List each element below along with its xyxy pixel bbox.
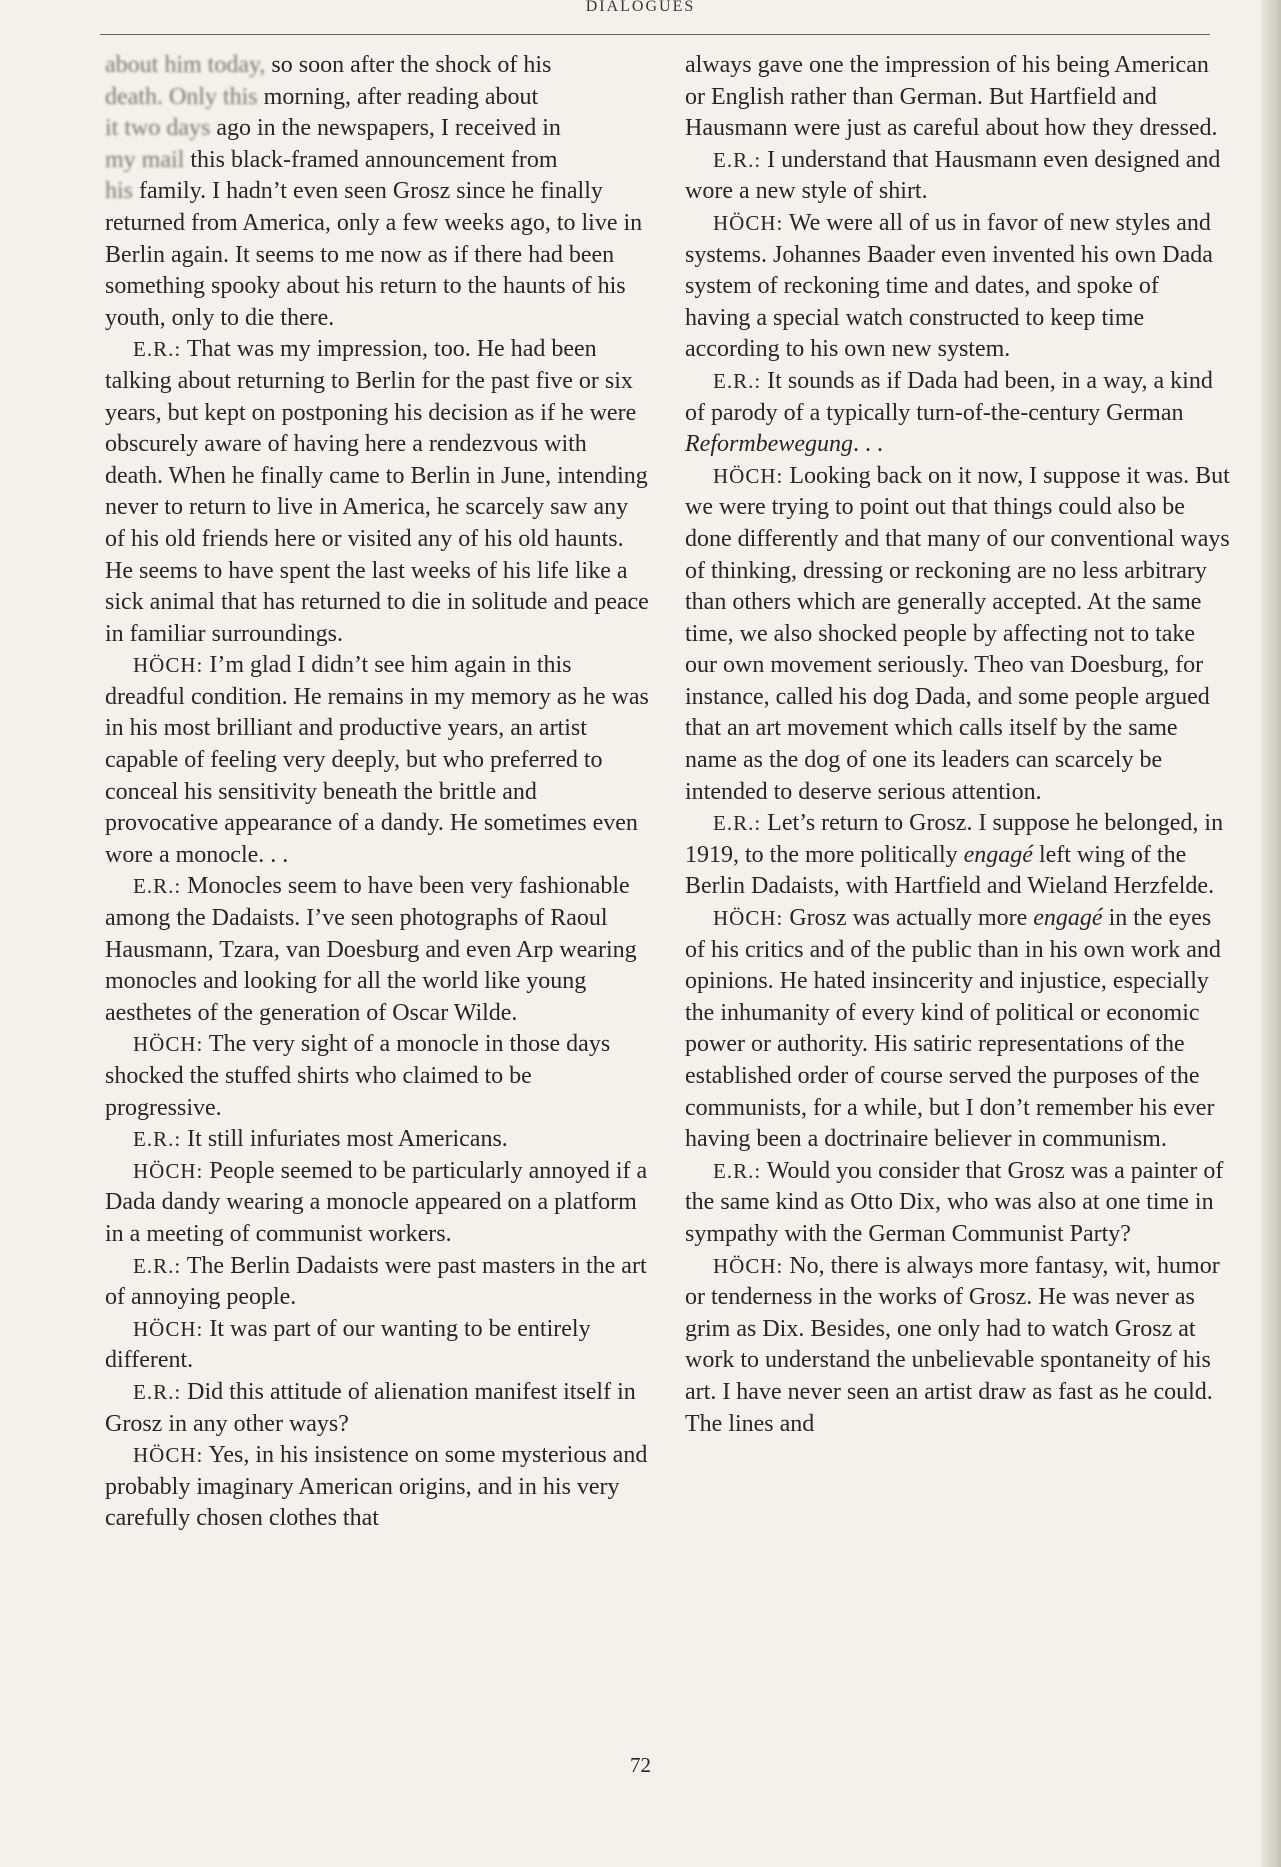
speaker-label: E.R.: (713, 1158, 762, 1183)
paragraph-text: People seemed to be particularly annoyed if a Dada dandy wearing a monocle appeared on a platform in a meeting of communist workers. (105, 1157, 648, 1247)
speaker-label: E.R.: (133, 874, 182, 899)
dialogue-paragraph (685, 1156, 1230, 1251)
header-rule (100, 34, 1210, 35)
dialogue-paragraph (105, 1314, 650, 1377)
dialogue-paragraph (105, 334, 650, 650)
dialogue-paragraph (685, 1251, 1230, 1441)
blurred-text: about him today, (105, 52, 266, 78)
dialogue-paragraph (685, 208, 1230, 366)
speaker-label: HÖCH: (133, 653, 204, 678)
paragraph-text: always gave one the impression of his being American or English rather than German. But Hartfield and Hausmann were just as careful about how they dressed. (685, 52, 1218, 142)
paragraph-text: It was part of our wanting to be entirely different. (105, 1315, 591, 1374)
paragraph-text: Grosz was actually more (789, 905, 1034, 932)
paragraph-text: The very sight of a monocle in those days shocked the stuffed shirts who claimed to be progressive. (105, 1031, 611, 1121)
speaker-label: E.R.: (133, 1379, 182, 1404)
dialogue-paragraph (105, 1029, 650, 1124)
italic-term: engagé (1033, 905, 1103, 932)
dialogue-paragraph: HÖCH: Grosz was actually more engagé in the eyes of his critics and of the public than in his own work and opinions. He hated insincerity and injustice, especially the inhumanity of every kind of political or economic power or authority. His satiric representations of the established order of course served the purposes of the communists, for a while, but I don’t remember his ever having been a doctrinaire believer in communism. (685, 905, 1221, 1153)
dialogue-paragraph (685, 145, 1230, 208)
italic-term: engagé (963, 841, 1033, 868)
paragraph-text: We were all of us in favor of new styles and systems. Johannes Baader even invented his own Dada system of reckoning time and dates, and spoke of having a special watch constructed to keep time according to his own new system. (685, 209, 1213, 363)
paragraph-text: I’m glad I didn’t see him again in this dreadful condition. He remains in my memory as he was in his most brilliant and productive years, an artist capable of feeling very deeply, but who preferred to conceal his sensitivity beneath the brittle and provocative appearance of a dandy. He sometimes even wore a monocle. . . (105, 652, 649, 868)
page-edge-shadow (1261, 0, 1281, 1867)
left-column (105, 50, 650, 1535)
paragraph-text: Looking back on it now, I suppose it was. But we were trying to point out that things could also be done differently and that many of our conventional ways of thinking, dressing or reckoning are no less arbitrary than others which are generally accepted. At the same time, we also shocked people by affecting not to take our own movement seriously. Theo van Doesburg, for instance, called his dog Dada, and some people argued that an art movement which calls itself by the same name as the dog of one its leaders can scarcely be intended to deserve serious attention. (685, 462, 1230, 805)
speaker-label: HÖCH: (713, 210, 784, 235)
speaker-label: HÖCH: (713, 906, 784, 931)
dialogue-paragraph (105, 1251, 650, 1314)
paragraph-text: I understand that Hausmann even designed and wore a new style of shirt. (685, 146, 1221, 205)
paragraph-text: Would you consider that Grosz was a painter of the same kind as Otto Dix, who was also at one time in sympathy with the German Communist Party? (685, 1157, 1224, 1247)
speaker-label: HÖCH: (133, 1443, 204, 1468)
paragraph-text: It sounds as if Dada had been, in a way, a kind of parody of a typically turn-of-the-century German (685, 367, 1213, 426)
paragraph-text: Monocles seem to have been very fashionable among the Dadaists. I’ve seen photographs of Raoul Hausmann, Tzara, van Doesburg and even Arp wearing monocles and looking for all the world like young aesthetes of the generation of Oscar Wilde. (105, 873, 637, 1026)
italic-term: Reformbewegung (685, 431, 853, 458)
dialogue-paragraph (105, 871, 650, 1029)
right-column (685, 50, 1230, 1440)
paragraph-text: No, there is always more fantasy, wit, humor or tenderness in the works of Grosz. He was never as grim as Dix. Besides, one only had to watch Grosz at work to understand the unbelievable spontaneity of his art. I have never seen an artist draw as fast as he could. The lines and (685, 1252, 1220, 1437)
blurred-text: his (105, 178, 134, 205)
paragraph-text: The Berlin Dadaists were past masters in the art of annoying people. (105, 1252, 647, 1311)
speaker-label: E.R.: (133, 337, 182, 362)
speaker-label: HÖCH: (133, 1158, 204, 1183)
speaker-label: HÖCH: (713, 1253, 784, 1278)
continued-paragraph (685, 50, 1230, 145)
dialogue-paragraph (685, 461, 1230, 809)
paragraph-text: It still infuriates most Americans. (187, 1126, 508, 1153)
paragraph-text: finally returned from America, only a few weeks ago, to live in Berlin again. It seems to me now as if there had been something spooky about his return to the haunts of his youth, only to die there. (105, 178, 643, 331)
speaker-label: E.R.: (133, 1253, 182, 1278)
dialogue-paragraph: E.R.: Let’s return to Grosz. I suppose he belonged, in 1919, to the more politically engagé left wing of the Berlin Dadaists, with Hartfield and Wieland Herzfelde. (685, 810, 1224, 900)
dialogue-paragraph (105, 650, 650, 871)
opening-paragraph: about him today, so soon after the shock of his death. Only this morning, after reading about it two days ago in the newspapers, I received in my mail this black-framed announcement from his family. I hadn’t even seen Grosz since he finally returned from America, only a few weeks ago, to live in Berlin again. It seems to me now as if there had been something spooky about his return to the haunts of his youth, only to die there. (105, 52, 643, 331)
dialogue-paragraph (105, 1124, 650, 1156)
paragraph-text: Did this attitude of alienation manifest itself in Grosz in any other ways? (105, 1378, 636, 1437)
speaker-label: E.R.: (713, 368, 762, 393)
dialogue-paragraph (105, 1377, 650, 1440)
paragraph-text: That was my impression, too. He had been talking about returning to Berlin for the past five or six years, but kept on postponing his decision as if he were obscurely aware of having here a rendezvous with death. When he finally came to Berlin in June, intending never to return to live in America, he scarcely saw any of his old friends here or visited any of his old haunts. He seems to have spent the last weeks of his life like a sick animal that has returned to die in solitude and peace in familiar surroundings. (105, 336, 649, 647)
dialogue-paragraph (105, 1440, 650, 1535)
running-head-text: DIALOGUES (585, 0, 696, 14)
speaker-label: HÖCH: (713, 463, 784, 488)
paragraph-text: Yes, in his insistence on some mysterious and probably imaginary American origins, and in his very carefully chosen clothes that (105, 1442, 648, 1532)
blurred-text: death. Only this (105, 83, 258, 110)
dialogue-paragraph: E.R.: It sounds as if Dada had been, in a way, a kind of parody of a typically turn-of-the-century German Reformbewegung. . . (685, 367, 1213, 458)
speaker-label: E.R.: (713, 147, 762, 172)
speaker-label: HÖCH: (133, 1316, 204, 1341)
blurred-text: my mail (105, 146, 185, 173)
page-number: 72 (630, 1753, 651, 1777)
speaker-label: E.R.: (713, 811, 762, 836)
speaker-label: E.R.: (133, 1127, 182, 1152)
running-head (0, 0, 1281, 14)
dialogue-paragraph (105, 1156, 650, 1251)
speaker-label: HÖCH: (133, 1032, 204, 1057)
paragraph-text: Let’s return to Grosz. I suppose he belonged, in 1919, to the more politically (685, 810, 1224, 868)
blurred-text: it two days (105, 115, 211, 142)
